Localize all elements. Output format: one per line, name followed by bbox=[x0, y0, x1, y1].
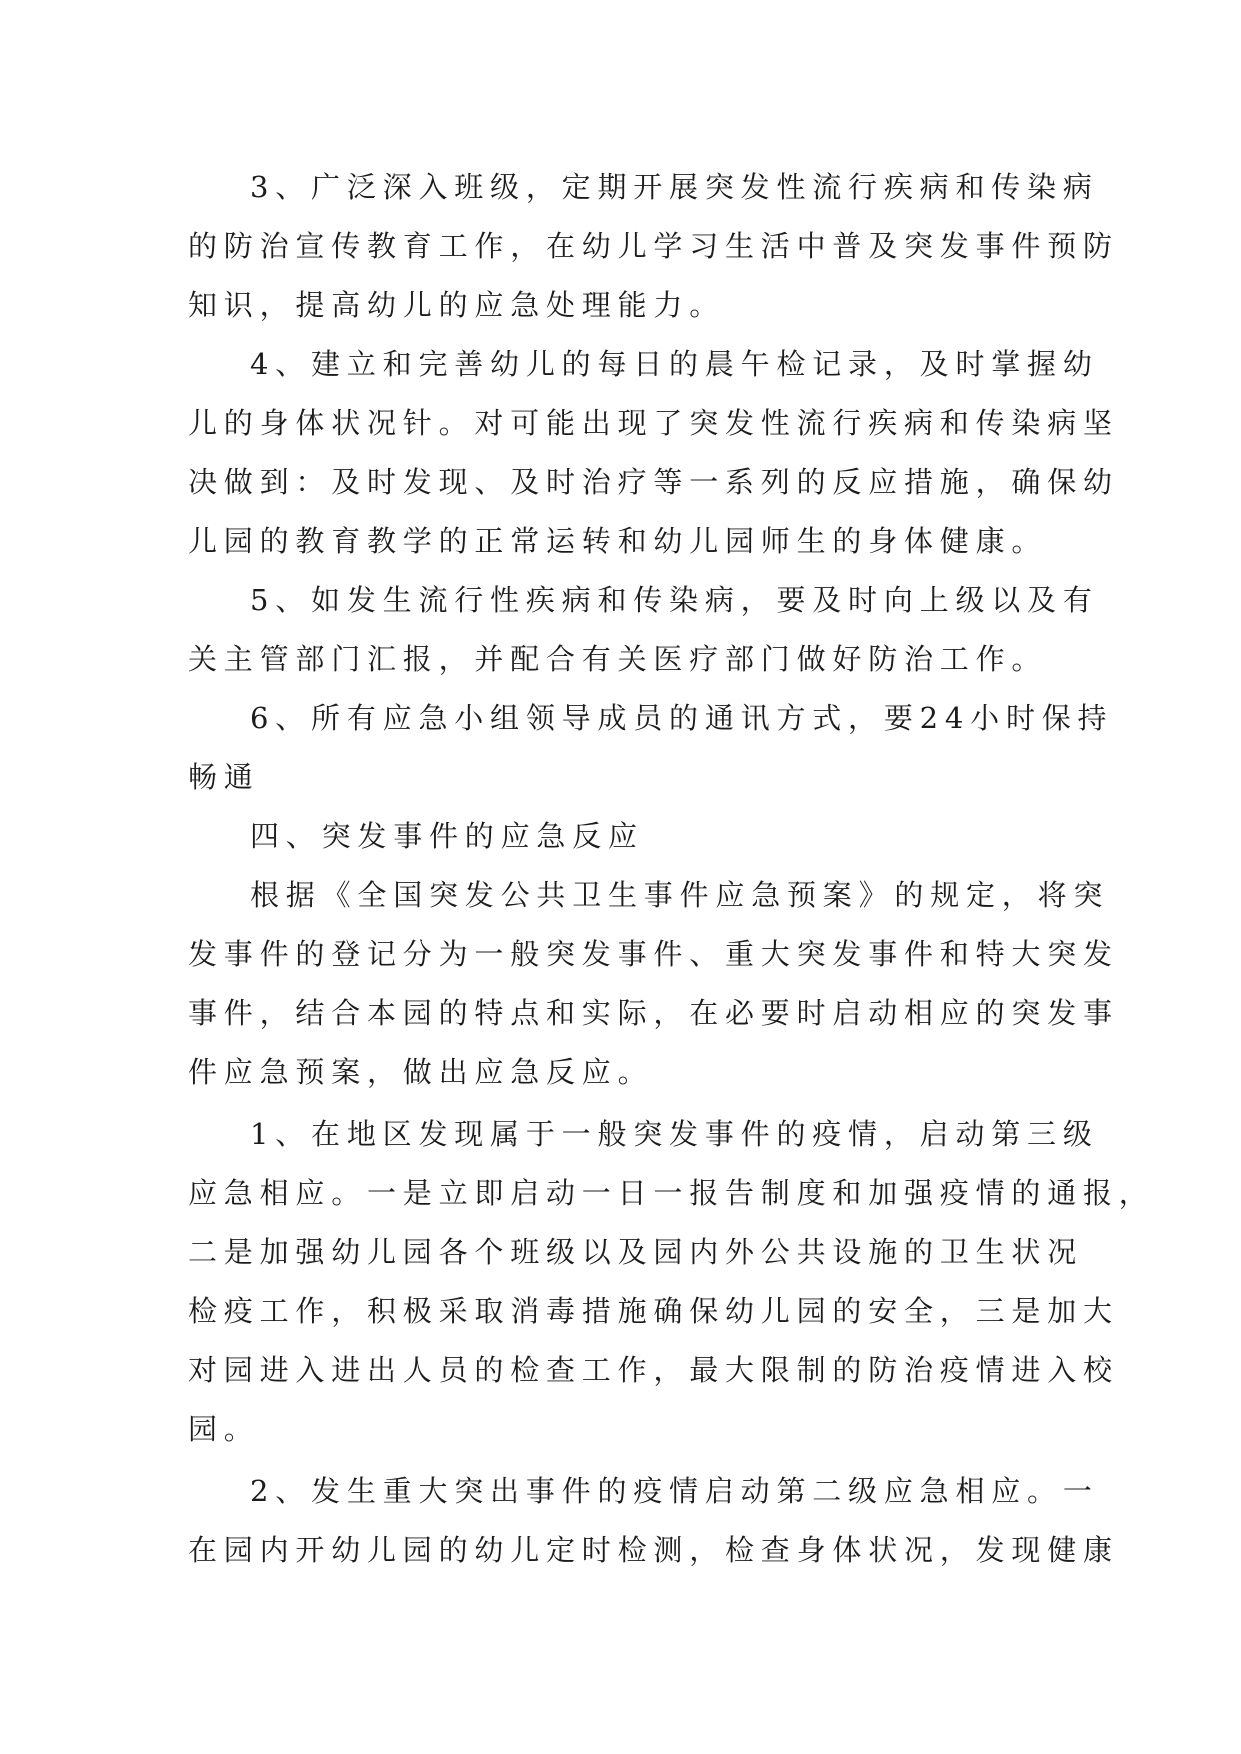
paragraph-4-line-4: 儿园的教育教学的正常运转和幼儿园师生的身体健康。 bbox=[188, 524, 1048, 558]
item-1-line-5: 对园进入进出人员的检查工作，最大限制的防治疫情进入校 bbox=[188, 1353, 1119, 1387]
paragraph-4-line-2: 儿的身体状况针。对可能出现了突发性流行疾病和传染病坚 bbox=[188, 406, 1119, 440]
paragraph-4-line-3: 决做到：及时发现、及时治疗等一系列的反应措施，确保幼 bbox=[188, 465, 1119, 499]
item-1-line-1: 1、在地区发现属于一般突发事件的疫情，启动第三级 bbox=[250, 1117, 1099, 1151]
item-1-line-2: 应急相应。一是立即启动一日一报告制度和加强疫情的通报， bbox=[188, 1176, 1155, 1210]
item-1-line-3: 二是加强幼儿园各个班级以及园内外公共设施的卫生状况 bbox=[188, 1235, 1084, 1269]
intro-paragraph-line-2: 发事件的登记分为一般突发事件、重大突发事件和特大突发 bbox=[188, 937, 1119, 971]
document-body bbox=[188, 158, 1155, 1580]
item-2-line-2: 在园内开幼儿园的幼儿定时检测，检查身体状况，发现健康 bbox=[188, 1533, 1119, 1567]
paragraph-3-line-2: 的防治宣传教育工作，在幼儿学习生活中普及突发事件预防 bbox=[188, 229, 1119, 263]
paragraph-3-line-1: 3、广泛深入班级，定期开展突发性流行疾病和传染病 bbox=[250, 170, 1099, 204]
item-1-line-4: 检疫工作，积极采取消毒措施确保幼儿园的安全，三是加大 bbox=[188, 1294, 1119, 1328]
paragraph-6-line-1: 6、所有应急小组领导成员的通讯方式，要24小时保持 bbox=[250, 701, 1114, 735]
paragraph-4-line-1: 4、建立和完善幼儿的每日的晨午检记录，及时掌握幼 bbox=[250, 347, 1099, 381]
paragraph-6-line-2: 畅通 bbox=[188, 760, 260, 794]
intro-paragraph-line-3: 事件，结合本园的特点和实际，在必要时启动相应的突发事 bbox=[188, 996, 1119, 1030]
item-1-line-6: 园。 bbox=[188, 1412, 260, 1446]
paragraph-5-line-1: 5、如发生流行性疾病和传染病，要及时向上级以及有 bbox=[250, 583, 1099, 617]
section-heading: 四、突发事件的应急反应 bbox=[250, 819, 644, 853]
paragraph-3-line-3: 知识，提高幼儿的应急处理能力。 bbox=[188, 288, 726, 322]
intro-paragraph-line-4: 件应急预案，做出应急反应。 bbox=[188, 1055, 654, 1089]
paragraph-5-line-2: 关主管部门汇报，并配合有关医疗部门做好防治工作。 bbox=[188, 642, 1048, 676]
item-2-line-1: 2、发生重大突出事件的疫情启动第二级应急相应。一 bbox=[250, 1474, 1099, 1508]
intro-paragraph-line-1: 根据《全国突发公共卫生事件应急预案》的规定，将突 bbox=[250, 878, 1110, 912]
